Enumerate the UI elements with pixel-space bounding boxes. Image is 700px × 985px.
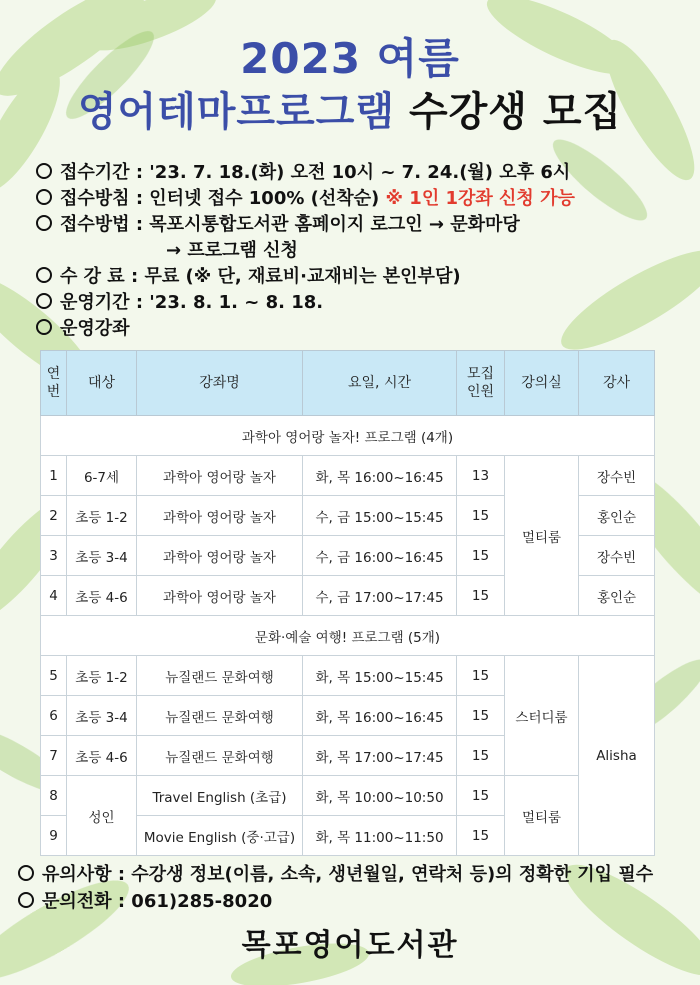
circle-bullet-icon [36, 163, 52, 179]
info-value: 수강생 정보(이름, 소속, 생년월일, 연락처 등)의 정확한 기입 필수 [131, 864, 654, 885]
info-reception-method-cont [36, 236, 686, 262]
info-label: 운영강좌 [60, 318, 130, 339]
cell-no: 5 [41, 656, 67, 696]
cell-target: 초등 3-4 [67, 536, 137, 576]
cell-capacity: 15 [457, 496, 505, 536]
table-row [41, 456, 655, 496]
cell-schedule: 화, 목 15:00~15:45 [303, 656, 457, 696]
schedule-table [40, 350, 655, 856]
cell-schedule: 수, 금 16:00~16:45 [303, 536, 457, 576]
info-section [36, 158, 686, 340]
circle-bullet-icon [36, 267, 52, 283]
info-label: 접수방법 : [60, 214, 150, 235]
info-value: → 프로그램 신청 [166, 240, 298, 261]
cell-capacity: 15 [457, 576, 505, 616]
cell-course: 과학아 영어랑 놀자 [137, 536, 303, 576]
circle-bullet-icon [36, 293, 52, 309]
cell-course: 과학아 영어랑 놀자 [137, 496, 303, 536]
cell-room: 멀티룸 [505, 776, 579, 856]
cell-schedule: 화, 목 10:00~10:50 [303, 776, 457, 816]
cell-instructor: 홍인순 [579, 576, 655, 616]
cell-target: 초등 3-4 [67, 696, 137, 736]
cell-target: 초등 4-6 [67, 736, 137, 776]
info-note: ※ 1인 1강좌 신청 가능 [385, 188, 575, 209]
info-value: 인터넷 접수 100% (선착순) [149, 188, 386, 209]
cell-no: 3 [41, 536, 67, 576]
info-value: 무료 (※ 단, 재료비·교재비는 본인부담) [144, 266, 461, 287]
table-row [41, 776, 655, 816]
section-title-culture: 문화·예술 여행! 프로그램 (5개) [41, 616, 655, 656]
info-reception-method [36, 210, 686, 236]
cell-course: 과학아 영어랑 놀자 [137, 456, 303, 496]
cell-course: Movie English (중·고급) [137, 816, 303, 856]
circle-bullet-icon [36, 215, 52, 231]
col-header-room: 강의실 [505, 351, 579, 416]
info-fee [36, 262, 686, 288]
cell-instructor: Alisha [579, 656, 655, 856]
cell-instructor: 홍인순 [579, 496, 655, 536]
info-value: '23. 8. 1. ~ 8. 18. [149, 292, 324, 313]
info-label: 유의사항 : [42, 864, 132, 885]
section-title-science: 과학아 영어랑 놀자! 프로그램 (4개) [41, 416, 655, 456]
cell-capacity: 15 [457, 656, 505, 696]
info-reception-period [36, 158, 686, 184]
table-section-row [41, 616, 655, 656]
cell-course: 뉴질랜드 문화여행 [137, 656, 303, 696]
circle-bullet-icon [18, 892, 34, 908]
circle-bullet-icon [36, 319, 52, 335]
cell-course: 뉴질랜드 문화여행 [137, 736, 303, 776]
table-row [41, 656, 655, 696]
info-value: 061)285-8020 [131, 891, 273, 912]
cell-no: 1 [41, 456, 67, 496]
cell-no: 7 [41, 736, 67, 776]
title-program-name: 영어테마프로그램 [77, 89, 395, 135]
footer-notice [18, 860, 698, 887]
info-label: 접수방침 : [60, 188, 150, 209]
cell-course: 과학아 영어랑 놀자 [137, 576, 303, 616]
title-year-season: 2023 여름 [240, 34, 460, 83]
cell-schedule: 화, 목 16:00~16:45 [303, 696, 457, 736]
circle-bullet-icon [18, 865, 34, 881]
col-header-instructor: 강사 [579, 351, 655, 416]
cell-target: 6-7세 [67, 456, 137, 496]
col-header-capacity: 모집 인원 [457, 351, 505, 416]
col-header-target: 대상 [67, 351, 137, 416]
title-program [0, 80, 700, 137]
footer-section [18, 860, 698, 914]
col-header-schedule: 요일, 시간 [303, 351, 457, 416]
circle-bullet-icon [36, 189, 52, 205]
cell-capacity: 15 [457, 536, 505, 576]
info-label: 운영기간 : [60, 292, 150, 313]
cell-target: 초등 1-2 [67, 496, 137, 536]
table-header-row [41, 351, 655, 416]
info-label: 접수기간 : [60, 162, 150, 183]
cell-target: 초등 1-2 [67, 656, 137, 696]
cell-capacity: 15 [457, 776, 505, 816]
footer-contact [18, 887, 698, 914]
cell-schedule: 화, 목 17:00~17:45 [303, 736, 457, 776]
cell-target: 성인 [67, 776, 137, 856]
cell-no: 6 [41, 696, 67, 736]
cell-course: 뉴질랜드 문화여행 [137, 696, 303, 736]
cell-no: 2 [41, 496, 67, 536]
cell-capacity: 15 [457, 696, 505, 736]
cell-no: 4 [41, 576, 67, 616]
cell-capacity: 15 [457, 736, 505, 776]
info-reception-policy [36, 184, 686, 210]
info-label: 문의전화 : [42, 891, 132, 912]
cell-schedule: 화, 목 11:00~11:50 [303, 816, 457, 856]
cell-course: Travel English (초급) [137, 776, 303, 816]
cell-instructor: 장수빈 [579, 536, 655, 576]
cell-capacity: 15 [457, 816, 505, 856]
col-header-course: 강좌명 [137, 351, 303, 416]
title-recruit: 수강생 모집 [408, 89, 623, 135]
cell-target: 초등 4-6 [67, 576, 137, 616]
info-value: 목포시통합도서관 홈페이지 로그인 → 문화마당 [149, 214, 520, 235]
cell-no: 8 [41, 776, 67, 816]
cell-instructor: 장수빈 [579, 456, 655, 496]
library-name: 목포영어도서관 [241, 928, 459, 963]
cell-no: 9 [41, 816, 67, 856]
info-value: '23. 7. 18.(화) 오전 10시 ~ 7. 24.(월) 오후 6시 [149, 162, 571, 183]
cell-schedule: 화, 목 16:00~16:45 [303, 456, 457, 496]
cell-room: 멀티룸 [505, 456, 579, 616]
cell-room: 스터디룸 [505, 656, 579, 776]
table-section-row [41, 416, 655, 456]
cell-schedule: 수, 금 15:00~15:45 [303, 496, 457, 536]
cell-schedule: 수, 금 17:00~17:45 [303, 576, 457, 616]
info-label: 수 강 료 : [60, 266, 145, 287]
cell-capacity: 13 [457, 456, 505, 496]
col-header-no: 연 번 [41, 351, 67, 416]
info-courses [36, 314, 686, 340]
info-operation-period [36, 288, 686, 314]
